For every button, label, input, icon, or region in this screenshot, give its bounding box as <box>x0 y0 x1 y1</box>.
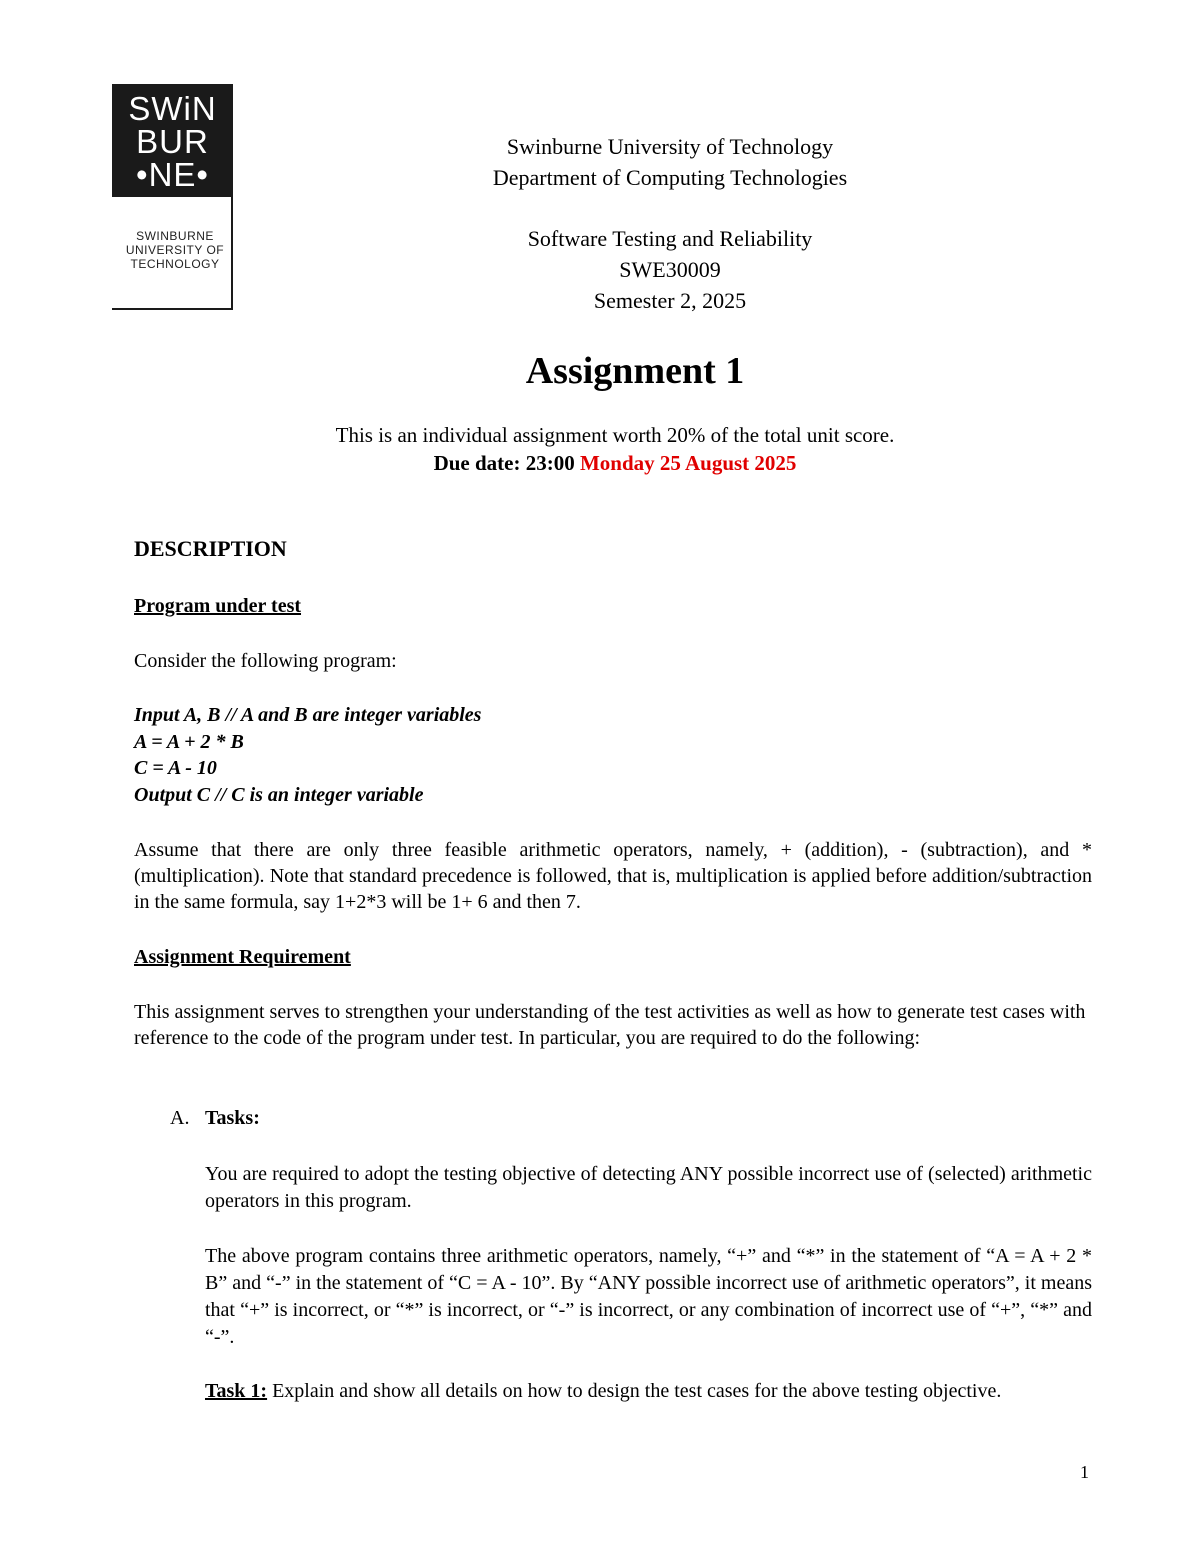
code-line-4: Output C // C is an integer variable <box>134 783 424 806</box>
due-label: Due date: 23:00 <box>433 451 575 475</box>
university-name: Swinburne University of Technology <box>506 134 834 159</box>
unit-code: SWE30009 <box>619 257 721 282</box>
tasks-label: Tasks: <box>205 1107 260 1129</box>
logo-sub-3: TECHNOLOGY <box>130 257 220 271</box>
code-line-2: A = A + 2 * B <box>134 730 244 753</box>
tasks-paragraph-1: You are required to adopt the testing objective of detecting ANY possible incorrect use of (selected) arithmetic operators in this program. <box>205 1163 1092 1212</box>
logo-line-2: BUR <box>136 123 209 160</box>
logo-sub-1: SWINBURNE <box>136 229 214 243</box>
logo-divider-horizontal <box>112 308 233 310</box>
task-1-text: Explain and show all details on how to design the test cases for the above testing objective. <box>267 1380 1002 1402</box>
tasks-paragraph-2: The above program contains three arithmetic operators, namely, “+” and “*” in the statement of “A = A + 2 * B” and “-” in the statement of “C = A - 10”. By “ANY possible incorrect use of arithmetic operators”, it means that “+” is incorrect, or “*” is incorrect, or “-” is incorrect, or any combination of incorrect use of “+”, “*” and “-”. <box>205 1245 1092 1348</box>
code-line-1: Input A, B // A and B are integer variables <box>134 704 482 726</box>
logo-divider-vertical <box>231 197 233 310</box>
logo-subtitle <box>120 229 230 271</box>
program-heading: Program under test <box>134 595 302 617</box>
unit-name: Software Testing and Reliability <box>527 226 813 251</box>
semester: Semester 2, 2025 <box>593 288 747 313</box>
page-number: 1 <box>1080 1462 1089 1482</box>
page-title: Assignment 1 <box>525 350 745 392</box>
tasks-marker: A. <box>170 1107 190 1129</box>
consider-text: Consider the following program: <box>134 650 397 672</box>
task-1-paragraph <box>205 1378 1092 1405</box>
department-name: Department of Computing Technologies <box>492 165 848 190</box>
due-date-value: Monday 25 August 2025 <box>579 451 797 475</box>
logo-line-3: •NE• <box>136 156 209 193</box>
intro-text: This is an individual assignment worth 20% of the total unit score. <box>335 423 895 447</box>
logo-line-1: SWiN <box>128 90 217 127</box>
code-line-3: C = A - 10 <box>134 757 217 779</box>
task-1-label: Task 1: <box>205 1380 268 1402</box>
description-heading: DESCRIPTION <box>134 536 287 561</box>
requirement-heading: Assignment Requirement <box>134 946 351 968</box>
assume-paragraph: Assume that there are only three feasible arithmetic operators, namely, + (addition), - (subtraction), and * (multiplication). Note that standard precedence is followed, that is, multiplication is applied before addition/subtraction in the same formula, say 1+2*3 will be 1+ 6 and then 7. <box>134 839 1092 913</box>
due-date <box>250 450 980 476</box>
logo-sub-2: UNIVERSITY OF <box>125 243 225 257</box>
university-logo <box>112 84 233 197</box>
requirement-paragraph: This assignment serves to strengthen your understanding of the test activities as well as how to generate test cases with reference to the code of the program under test. In particular, you are required to do the following: <box>134 1001 1086 1049</box>
code-block <box>134 702 1092 808</box>
